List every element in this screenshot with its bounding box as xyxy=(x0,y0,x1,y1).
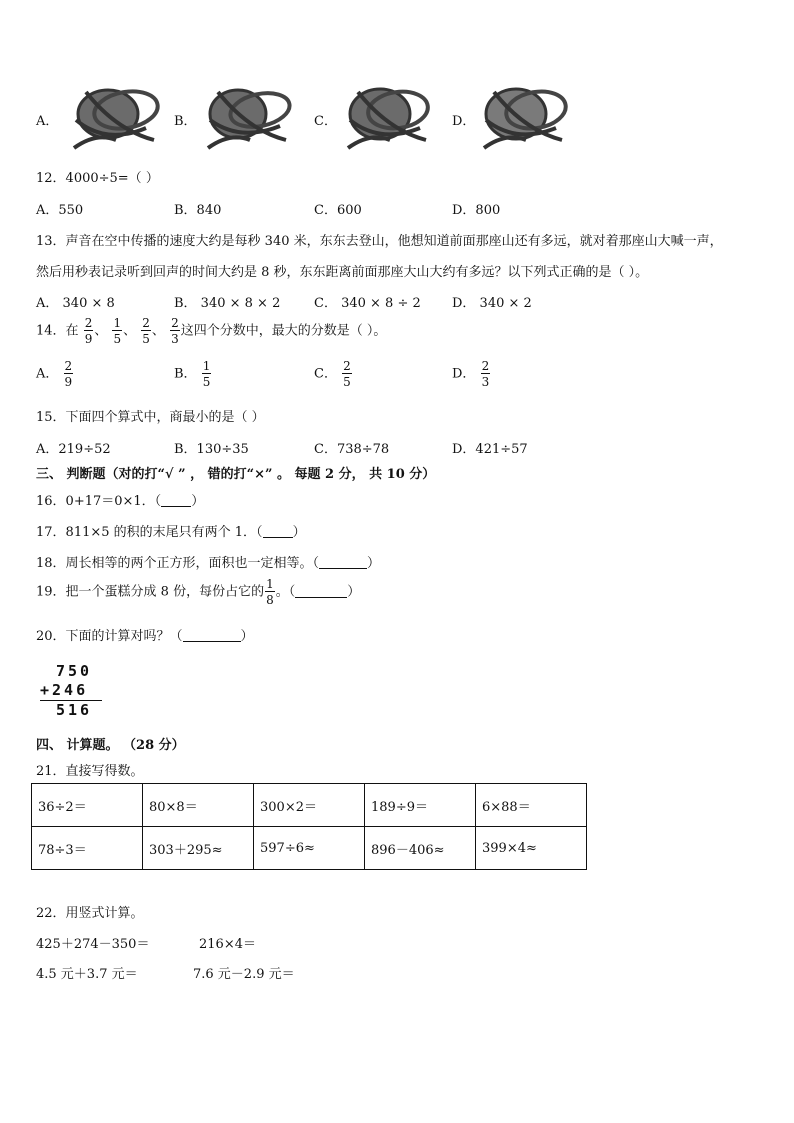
table-cell[interactable]: 80×8＝ xyxy=(143,784,254,827)
q14-option-c[interactable] xyxy=(314,360,353,388)
wound-rope-ring-icon[interactable] xyxy=(202,80,294,154)
fraction: $\frac{2}{9}$ xyxy=(84,316,93,346)
option-c-label: C． xyxy=(314,114,337,129)
fraction: $\frac{2}{3}$ xyxy=(481,359,490,389)
vertical-result: 516 xyxy=(56,701,93,719)
table-cell[interactable]: 189÷9＝ xyxy=(365,784,476,827)
fraction: $\frac{1}{8}$ xyxy=(266,577,274,607)
table-cell[interactable]: 36÷2＝ xyxy=(32,784,143,827)
q17-text: 17．811×5 的积的末尾只有两个 1．（ xyxy=(36,525,263,540)
q19-suffix: 。（ xyxy=(275,584,296,600)
option-label: C． xyxy=(314,366,337,382)
q19-text: 19．把一个蛋糕分成 8 份，每份占它的 xyxy=(36,584,265,600)
table-cell[interactable]: 78÷3＝ xyxy=(32,827,143,870)
q15-option-b[interactable]: B．130÷35 xyxy=(174,442,249,457)
option-d-label: D． xyxy=(452,114,476,129)
vertical-top-number: 750 xyxy=(56,662,93,680)
q14-option-a[interactable] xyxy=(36,360,74,388)
option-label: B． xyxy=(174,366,197,382)
q22-item-4[interactable]: 7.6 元－2.9 元＝ xyxy=(193,967,295,982)
wound-rope-ring-icon[interactable] xyxy=(340,80,434,154)
fraction: $\frac{2}{3}$ xyxy=(171,316,179,346)
answer-blank[interactable] xyxy=(183,628,241,642)
q22-item-1[interactable]: 425＋274－350＝ xyxy=(36,937,150,952)
table-cell[interactable]: 399×4≈ xyxy=(476,827,587,870)
table-row xyxy=(32,827,587,870)
q14-suffix: 这四个分数中，最大的分数是（ ）。 xyxy=(180,323,387,339)
section3-title: 三、 判断题（对的打“√ ” ， 错的打“×” 。 每题 2 分， 共 10 分） xyxy=(36,467,436,482)
option-a-label: A． xyxy=(36,114,59,129)
paren-close: ） xyxy=(347,584,361,600)
q15-option-d[interactable]: D．421÷57 xyxy=(452,442,528,457)
q20 xyxy=(36,625,254,644)
paren-close: ） xyxy=(191,494,205,509)
q20-text: 20．下面的计算对吗？（ xyxy=(36,629,183,644)
q16 xyxy=(36,490,204,509)
section4-title: 四、 计算题。 （28 分） xyxy=(36,738,185,753)
q12-stem: 12．4000÷5=（ ） xyxy=(36,171,159,186)
q13-option-b[interactable]: B． 340 × 8 × 2 xyxy=(174,296,281,311)
q18 xyxy=(36,552,380,571)
table-cell[interactable]: 300×2＝ xyxy=(254,784,365,827)
mental-math-table xyxy=(31,783,587,870)
paren-close: ） xyxy=(367,556,381,571)
q14-option-b[interactable] xyxy=(174,360,212,388)
q13-option-a[interactable]: A． 340 × 8 xyxy=(36,296,115,311)
fraction: $\frac{1}{5}$ xyxy=(113,316,122,346)
option-b-label: B． xyxy=(174,114,197,129)
q12-option-a[interactable]: A．550 xyxy=(36,203,84,218)
vertical-second-number: +246 xyxy=(40,681,89,699)
answer-blank[interactable] xyxy=(295,584,347,598)
q22-item-3[interactable]: 4.5 元＋3.7 元＝ xyxy=(36,967,138,982)
q17 xyxy=(36,521,306,540)
q12-option-c[interactable]: C．600 xyxy=(314,203,362,218)
q15-option-a[interactable]: A．219÷52 xyxy=(36,442,111,457)
q19 xyxy=(36,578,360,606)
q13-stem-line1: 13．声音在空中传播的速度大约是每秒 340 米，东东去登山，他想知道前面那座山还有多远，就对着那座山大喊一声， xyxy=(36,234,723,249)
separator: 、 xyxy=(123,323,137,339)
q14-stem xyxy=(36,317,386,345)
wound-rope-ring-icon[interactable] xyxy=(476,80,570,154)
q22-stem: 22．用竖式计算。 xyxy=(36,906,144,921)
q16-text: 16．0+17＝0×1．（ xyxy=(36,494,162,509)
table-cell[interactable]: 303＋295≈ xyxy=(143,827,254,870)
fraction: $\frac{2}{9}$ xyxy=(64,359,73,389)
paren-close: ） xyxy=(292,525,306,540)
q13-option-d[interactable]: D． 340 × 2 xyxy=(452,296,532,311)
table-cell[interactable]: 896－406≈ xyxy=(365,827,476,870)
table-cell[interactable]: 597÷6≈ xyxy=(254,827,365,870)
q22-item-2[interactable]: 216×4＝ xyxy=(199,937,256,952)
answer-blank[interactable] xyxy=(161,493,191,507)
q13-stem-line2: 然后用秒表记录听到回声的时间大约是 8 秒，东东距离前面那座大山大约有多远？以下列式正确的是（ ）。 xyxy=(36,265,649,280)
answer-blank[interactable] xyxy=(263,524,293,538)
q14-prefix: 14．在 xyxy=(36,323,79,339)
q12-option-b[interactable]: B．840 xyxy=(174,203,222,218)
q13-option-c[interactable]: C． 340 × 8 ÷ 2 xyxy=(314,296,421,311)
q21-stem: 21．直接写得数。 xyxy=(36,764,144,779)
paren-close: ） xyxy=(240,629,254,644)
q15-stem: 15．下面四个算式中，商最小的是（ ） xyxy=(36,410,265,425)
separator: 、 xyxy=(94,323,108,339)
option-label: D． xyxy=(452,366,476,382)
separator: 、 xyxy=(151,323,165,339)
option-label: A． xyxy=(36,366,59,382)
wound-rope-ring-icon[interactable] xyxy=(66,80,162,154)
table-row xyxy=(32,784,587,827)
answer-blank[interactable] xyxy=(319,555,367,569)
fraction: $\frac{2}{5}$ xyxy=(142,316,150,346)
fraction: $\frac{1}{5}$ xyxy=(202,359,211,389)
q12-option-d[interactable]: D．800 xyxy=(452,203,501,218)
q14-option-d[interactable] xyxy=(452,360,491,388)
table-cell[interactable]: 6×88＝ xyxy=(476,784,587,827)
q15-option-c[interactable]: C．738÷78 xyxy=(314,442,390,457)
q18-text: 18．周长相等的两个正方形，面积也一定相等。（ xyxy=(36,556,320,571)
fraction: $\frac{2}{5}$ xyxy=(343,359,351,389)
